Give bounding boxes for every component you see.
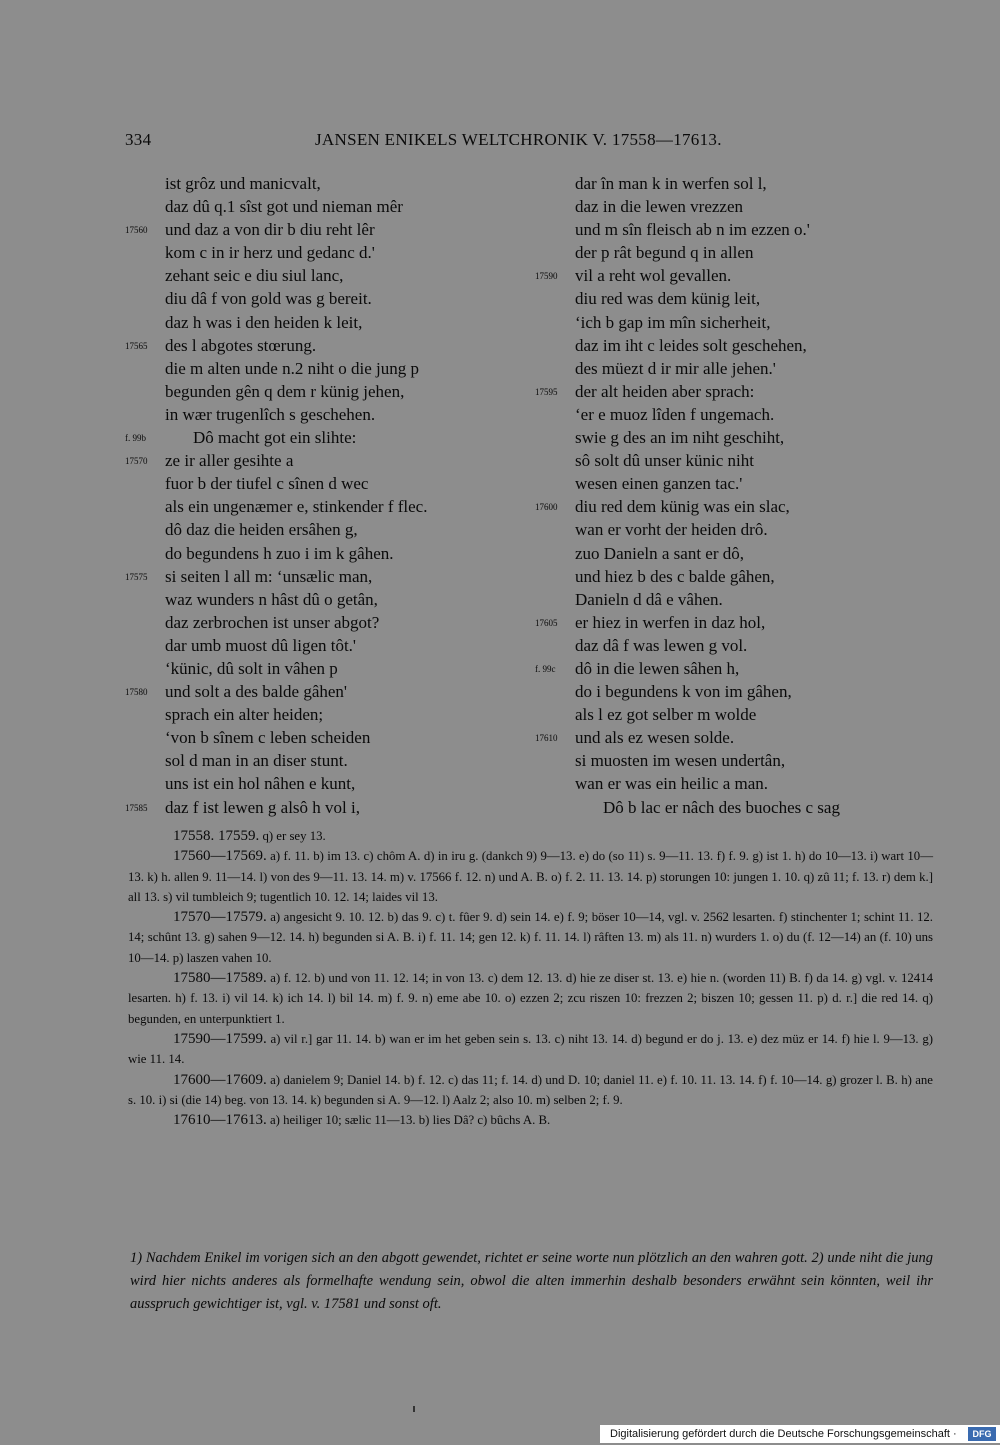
verse-line <box>535 680 935 703</box>
digitization-banner <box>600 1425 1000 1443</box>
variant-block <box>128 846 933 907</box>
verse-line <box>535 403 935 426</box>
variant-range: 17590—17599. <box>173 1030 267 1047</box>
verse-text: sô solt dû unser künic niht <box>575 451 754 471</box>
verse-line <box>125 311 520 334</box>
verse-line <box>125 611 520 634</box>
verse-text: er hiez in werfen in daz hol, <box>575 612 766 632</box>
verse-line <box>125 380 520 403</box>
verse-line <box>535 588 935 611</box>
variant-block <box>128 907 933 968</box>
verse-line <box>535 380 935 403</box>
verse-column-right <box>535 172 935 819</box>
variant-block <box>128 968 933 1029</box>
verse-text: und hiez b des c balde gâhen, <box>575 566 775 586</box>
verse-line <box>125 796 520 819</box>
verse-text: begunden gên q dem r künig jehen, <box>165 381 405 401</box>
line-number: 17565 <box>125 340 148 351</box>
verse-text: diu red was dem künig leit, <box>575 289 761 309</box>
verse-column-left <box>125 172 520 819</box>
verse-text: ‘von b sînem c leben scheiden <box>165 728 371 748</box>
verse-line <box>125 542 520 565</box>
verse-line <box>535 195 935 218</box>
verse-line <box>125 195 520 218</box>
verse-line <box>125 403 520 426</box>
verse-line <box>125 334 520 357</box>
verse-text: als l ez got selber m wolde <box>575 705 757 725</box>
verse-text: wan er vorht der heiden drô. <box>575 520 768 540</box>
verse-text: ist grôz und manicvalt, <box>165 174 321 193</box>
verse-text: ‘ich b gap im mîn sicherheit, <box>575 312 771 332</box>
variant-block <box>128 1110 933 1130</box>
verse-line <box>535 518 935 541</box>
verse-line <box>125 726 520 749</box>
verse-line <box>535 472 935 495</box>
line-number: 17575 <box>125 571 148 582</box>
verse-text: uns ist ein hol nâhen e kunt, <box>165 774 356 794</box>
line-number: 17580 <box>125 687 148 698</box>
verse-text: zuo Danieln a sant er dô, <box>575 543 744 563</box>
verse-line <box>125 495 520 518</box>
verse-text: ze ir aller gesihte a <box>165 451 294 471</box>
verse-text: zehant seic e diu siul lanc, <box>165 266 344 286</box>
verse-line <box>535 703 935 726</box>
verse-line <box>125 264 520 287</box>
variant-readings: a) f. 12. b) und von 11. 12. 14; in von 13. c) dem 12. 13. d) hie ze diser st. 13. e) hie n. (worden 11) B. f) da 14. g) vgl. v. 12414 lesarten. h) f. 13. i) vil 14. k) ich 14. l) bil 14. m) f. 9. n) eme abe 10. o) ezzen 2; zcu riszen 10: frezzen 2; biszen 10; gessen 11. p) d. r.] die red 14. q) begunden, en unterpunktiert 1. <box>128 971 933 1026</box>
variant-readings: q) er sey 13. <box>262 829 326 843</box>
verse-text: vil a reht wol gevallen. <box>575 266 732 286</box>
variant-block <box>128 1029 933 1070</box>
scan-mark <box>413 1406 415 1412</box>
verse-line <box>535 172 935 195</box>
variant-range: 17560—17569. <box>173 848 267 865</box>
variant-block <box>128 826 933 846</box>
verse-line <box>125 426 520 449</box>
verse-line <box>535 264 935 287</box>
line-number: f. 99c <box>535 663 556 674</box>
verse-text: daz in die lewen vrezzen <box>575 197 744 217</box>
verse-text: wan er was ein heilic a man. <box>575 774 769 794</box>
line-number: 17570 <box>125 456 148 467</box>
verse-line <box>125 172 520 195</box>
verse-line <box>535 726 935 749</box>
variant-readings: a) danielem 9; Daniel 14. b) f. 12. c) das 11; f. 14. d) und D. 10; daniel 11. e) f. 10. 11. 13. 14. f) f. 10—14. g) grozer l. B. h) ane s. 10. i) si (die 14) beg. von 13. 14. k) begunden si A. 9—12. l) Aalz 2; also 10. m) selben 2; f. 9. <box>128 1072 933 1107</box>
verse-text: daz dâ f was lewen g vol. <box>575 635 748 655</box>
verse-text: waz wunders n hâst dû o getân, <box>165 589 378 609</box>
line-number: 17590 <box>535 271 558 282</box>
verse-line <box>535 357 935 380</box>
verse-text: dô daz die heiden ersâhen g, <box>165 520 358 540</box>
verse-text: daz h was i den heiden k leit, <box>165 312 363 332</box>
verse-line <box>125 565 520 588</box>
verse-text: kom c in ir herz und gedanc d.' <box>165 243 375 263</box>
line-number: f. 99b <box>125 433 146 444</box>
verse-line <box>535 634 935 657</box>
line-number: 17585 <box>125 802 148 813</box>
verse-text: dar în man k in werfen sol l, <box>575 174 767 193</box>
verse-text: des müezt d ir mir alle jehen.' <box>575 358 776 378</box>
verse-line <box>535 657 935 680</box>
line-number: 17595 <box>535 386 558 397</box>
verse-text: fuor b der tiufel c sînen d wec <box>165 474 369 494</box>
verse-line <box>125 680 520 703</box>
verse-text: dar umb muost dû ligen tôt.' <box>165 635 356 655</box>
variant-block <box>128 1070 933 1111</box>
verse-text: wesen einen ganzen tac.' <box>575 474 743 494</box>
verse-line <box>125 472 520 495</box>
variant-range: 17558. 17559. <box>173 828 260 844</box>
line-number: 17610 <box>535 733 558 744</box>
page-number: 334 <box>125 130 152 149</box>
digitization-text: Digitalisierung gefördert durch die Deutsche Forschungsgemeinschaft · <box>610 1428 957 1440</box>
verse-line <box>125 703 520 726</box>
verse-line <box>125 241 520 264</box>
verse-line <box>125 218 520 241</box>
note-2: 2) unde niht die jung wird hier nichts anderes als formelhafte wendung sein, obwol die alten immerhin deshalb besonders erwähnt sein könnten, weil ihr ausspruch gewichtiger ist, vgl. v. 17581 und sonst oft. <box>130 1250 933 1312</box>
verse-line <box>535 218 935 241</box>
verse-text: Dô b lac er nâch des buoches c sag <box>603 797 840 817</box>
verse-text: der p rât begund q in allen <box>575 243 754 263</box>
verse-line <box>535 542 935 565</box>
verse-line <box>125 357 520 380</box>
verse-line <box>535 749 935 772</box>
running-title: JANSEN ENIKELS WELTCHRONIK V. 17558—17613. <box>315 130 722 149</box>
variant-range: 17610—17613. <box>173 1112 267 1129</box>
verse-text: ‘künic, dû solt in vâhen p <box>165 658 338 678</box>
verse-text: und m sîn fleisch ab n im ezzen o.' <box>575 220 810 240</box>
variant-range: 17600—17609. <box>173 1071 267 1088</box>
verse-text: des l abgotes stœrung. <box>165 335 317 355</box>
verse-text: si seiten l all m: ‘unsælic man, <box>165 566 373 586</box>
verse-text: daz dû q.1 sîst got und nieman mêr <box>165 197 403 217</box>
verse-text: daz zerbrochen ist unser abgot? <box>165 612 380 632</box>
verse-text: und als ez wesen solde. <box>575 728 735 748</box>
editorial-notes <box>130 1247 933 1316</box>
verse-text: dô in die lewen sâhen h, <box>575 658 740 678</box>
verse-line <box>535 311 935 334</box>
verse-text: ‘er e muoz lîden f ungemach. <box>575 404 775 424</box>
variant-range: 17580—17589. <box>173 970 267 987</box>
verse-text: daz im iht c leides solt geschehen, <box>575 335 807 355</box>
variant-readings: a) f. 11. b) im 13. c) chôm A. d) in iru g. (dankch 9) 9—13. e) do (so 11) s. 9—11. 13. f) f. 9. g) ist 1. h) do 10—13. i) wart 10—13. k) h. allen 9. 11—14. l) von des 9—11. 13. 14. m) v. 17566 f. 12. n) und A. B. o) f. 2. 11. 13. 14. p) storungen 10: jungen 1. 10. q) zû 11; f. 13. r) dem k.] all 13. s) vil tumbleich 9; tugentlich 10. 12. 14; laides vil 13. <box>128 849 933 904</box>
verse-text: sprach ein alter heiden; <box>165 705 324 725</box>
verse-text: si muosten im wesen undertân, <box>575 751 786 771</box>
verse-text: do i begundens k von im gâhen, <box>575 682 792 702</box>
verse-line <box>125 449 520 472</box>
verse-line <box>535 772 935 795</box>
verse-line <box>535 611 935 634</box>
verse-line <box>535 334 935 357</box>
variant-readings: a) vil r.] gar 11. 14. b) wan er im het geben sein s. 13. c) niht 13. 14. d) begund er do j. 13. e) dez müz er 14. f) hie l. 9—13. g) wie 11. 14. <box>128 1031 933 1067</box>
line-number: 17605 <box>535 617 558 628</box>
verse-line <box>535 241 935 264</box>
verse-line <box>125 518 520 541</box>
line-number: 17560 <box>125 225 148 236</box>
verse-text: die m alten unde n.2 niht o die jung p <box>165 358 420 378</box>
verse-text: diu dâ f von gold was g bereit. <box>165 289 372 309</box>
note-1: 1) Nachdem Enikel im vorigen sich an den abgott gewendet, richtet er seine worte nun plötzlich an den wahren gott. <box>130 1250 808 1266</box>
verse-line <box>535 796 935 819</box>
verse-line <box>535 565 935 588</box>
verse-text: und solt a des balde gâhen' <box>165 682 347 702</box>
variant-readings: a) heiliger 10; sælic 11—13. b) lies Dâ? c) bûchs A. B. <box>269 1113 551 1128</box>
verse-text: do begundens h zuo i im k gâhen. <box>165 543 394 563</box>
verse-line <box>535 449 935 472</box>
verse-line <box>125 287 520 310</box>
verse-line <box>125 588 520 611</box>
verse-text: daz f ist lewen g alsô h vol i, <box>165 797 360 817</box>
verse-line <box>125 634 520 657</box>
line-number: 17600 <box>535 502 558 513</box>
verse-text: swie g des an im niht geschiht, <box>575 428 785 448</box>
dfg-logo-icon: DFG <box>968 1427 996 1441</box>
variant-readings: a) angesicht 9. 10. 12. b) das 9. c) t. fûer 9. d) sein 14. e) f. 9; böser 10—14, vgl. v. 2562 lesarten. f) stinchenter 1; schint 11. 12. 14; schûnt 13. g) sahen 9—12. 14. h) begunden si A. B. i) f. 11. 14; gen 12. k) f. 11. 14. l) râften 13. m) als 11. n) wurders 1. o) du (f. 12—14) an (f. 10) uns 10—14. p) laszen vahen 10. <box>128 910 934 965</box>
variant-apparatus <box>128 826 933 1130</box>
verse-line <box>535 426 935 449</box>
verse-line <box>535 287 935 310</box>
verse-text: diu red dem künig was ein slac, <box>575 497 790 517</box>
verse-text: in wær trugenlîch s geschehen. <box>165 404 376 424</box>
verse-text: und daz a von dir b diu reht lêr <box>165 220 375 240</box>
verse-text: sol d man in an diser stunt. <box>165 751 348 771</box>
page-header <box>125 130 925 156</box>
verse-text: Dô macht got ein slihte: <box>193 428 357 448</box>
verse-text: Danieln d dâ e vâhen. <box>575 589 723 609</box>
verse-text: der alt heiden aber sprach: <box>575 381 755 401</box>
verse-line <box>125 657 520 680</box>
variant-range: 17570—17579. <box>173 909 267 926</box>
verse-line <box>535 495 935 518</box>
verse-line <box>125 772 520 795</box>
verse-line <box>125 749 520 772</box>
verse-text: als ein ungenæmer e, stinkender f flec. <box>165 497 428 517</box>
